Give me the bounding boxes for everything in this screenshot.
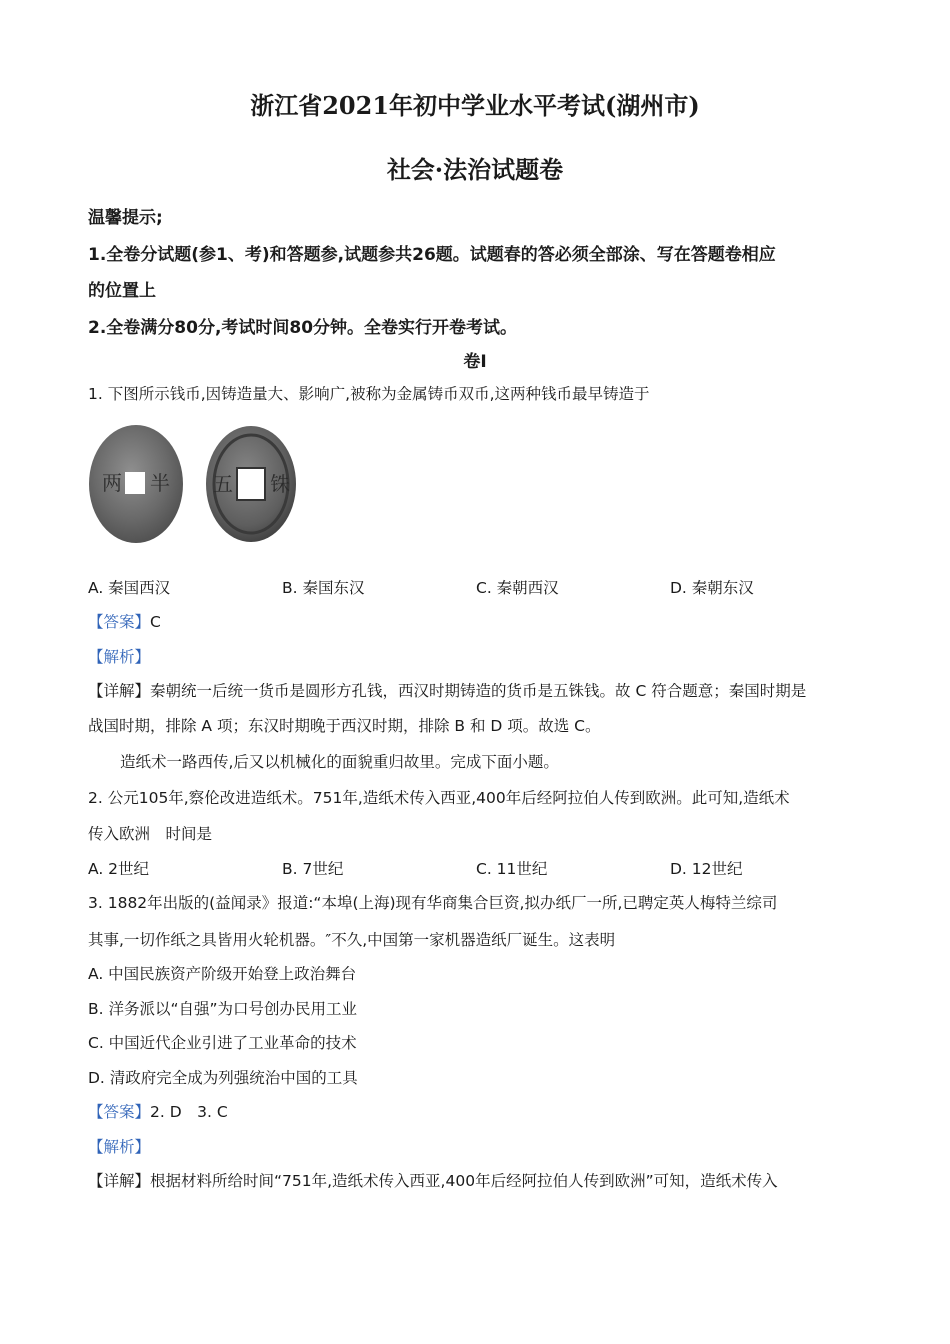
q1-option-c: C. 秦朝西汉: [476, 579, 559, 597]
tips-item-2: 2.全卷满分80分,考试时间80分钟。全卷实行开卷考试。: [88, 318, 518, 338]
tips-item-1-line-1: 1.全卷分试题(参1、考)和答题参,试题参共26题。试题春的答必须全部涂、写在答题卷相应: [88, 245, 776, 265]
answer-value: C: [150, 613, 161, 631]
q1-option-b: B. 秦国东汉: [282, 579, 365, 597]
wuzhu-coin: [206, 426, 296, 542]
q2-stem-line-2: 传入欧洲 时间是: [88, 825, 213, 843]
detail-text: 根据材料所给时间“751年,造纸术传入西亚,400年后经阿拉伯人传到欧洲”可知，造纸术传入: [150, 1172, 778, 1190]
q1-analysis-tag: 【解析】: [88, 648, 151, 666]
q3-option-d: D. 清政府完全成为列强统治中国的工具: [88, 1069, 358, 1087]
q23-answer: [88, 1100, 868, 1122]
q2-option-b: B. 7世纪: [282, 860, 344, 878]
q1-stem: 1. 下图所示钱币,因铸造量大、影响广,被称为金属铸币双币,这两种钱币最早铸造于: [88, 385, 650, 403]
group-intro: 造纸术一路西传,后又以机械化的面貌重归故里。完成下面小题。: [120, 753, 559, 771]
q2-option-d: D. 12世纪: [670, 860, 743, 878]
q2-option-c: C. 11世纪: [476, 860, 548, 878]
q1-detail-line-2: 战国时期，排除 A 项；东汉时期晚于西汉时期，排除 B 和 D 项。故选 C。: [88, 717, 601, 735]
q3-option-c: C. 中国近代企业引进了工业革命的技术: [88, 1034, 357, 1052]
q1-answer: [88, 610, 868, 632]
q1-detail-line-1: [88, 679, 868, 701]
detail-tag: 【详解】: [88, 1172, 151, 1190]
q3-stem-line-1: 3. 1882年出版的(益闻录》报道:“本埠(上海)现有华商集合巨资,拟办纸厂一所,已聘定英人梅特兰综司: [88, 894, 778, 912]
q3-option-a: A. 中国民族资产阶级开始登上政治舞台: [88, 965, 357, 983]
coin-left-char-1: 两: [102, 471, 122, 495]
section-label: 卷I: [463, 352, 487, 372]
q23-detail: [88, 1169, 868, 1191]
coin-right-char-1: 五: [213, 472, 233, 496]
tips-item-1-line-2: 的位置上: [88, 281, 156, 301]
coin-left-char-2: 半: [150, 471, 170, 495]
coin-right-char-2: 铢: [270, 472, 290, 496]
banliang-coin: [89, 425, 183, 543]
page-title: 浙江省2021年初中学业水平考试(湖州市): [250, 91, 700, 120]
q2-option-a: A. 2世纪: [88, 860, 150, 878]
tips-heading: 温馨提示;: [88, 208, 163, 228]
q2-stem-line-1: 2. 公元105年,察伦改进造纸术。751年,造纸术传入西亚,400年后经阿拉伯人传到欧洲。此可知,造纸术: [88, 789, 790, 807]
detail-tag: 【详解】: [88, 682, 151, 700]
answer-tag: 【答案】: [88, 1103, 151, 1121]
q3-stem-line-2: 其事,一切作纸之具皆用火轮机器。″不久,中国第一家机器造纸厂诞生。这表明: [88, 931, 616, 949]
detail-text: 秦朝统一后统一货币是圆形方孔钱，西汉时期铸造的货币是五铢钱。故 C 符合题意；秦国时期是: [150, 682, 807, 700]
answer-value: 2. D 3. C: [150, 1103, 228, 1121]
q3-option-b: B. 洋务派以“自强”为口号创办民用工业: [88, 1000, 358, 1018]
q1-option-d: D. 秦朝东汉: [670, 579, 754, 597]
answer-tag: 【答案】: [88, 613, 151, 631]
coins-image: [88, 420, 303, 550]
q1-option-a: A. 秦国西汉: [88, 579, 171, 597]
q23-analysis-tag: 【解析】: [88, 1138, 151, 1156]
page-subtitle: 社会·法治试题卷: [386, 155, 564, 184]
